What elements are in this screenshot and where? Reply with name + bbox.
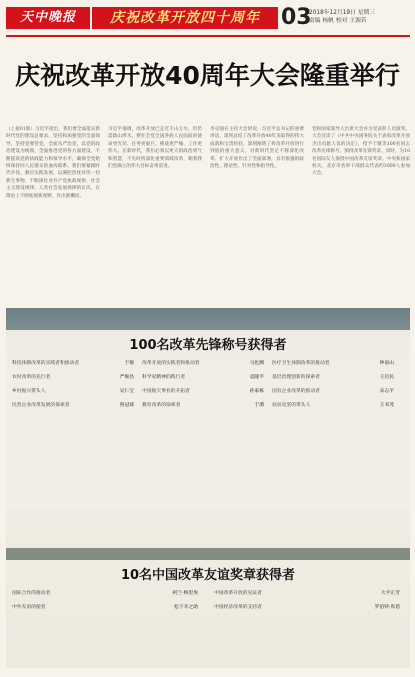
honoree-description: 中外友谊的使者 [12,605,46,610]
honoree-name: 阿兰·梅里埃 [172,591,198,596]
honoree-name: 宋志平 [379,389,394,394]
honoree-description: 农村改革的先行者 [12,375,51,380]
friendship-medal-board [6,560,410,668]
honoree-entry [272,360,394,367]
honoree-description: 扶贫攻坚的带头人 [272,403,311,408]
honoree-entry [214,604,400,611]
honoree-entry [12,360,134,367]
article-column-4 [312,126,410,306]
honoree-description: 中国航天事业的开拓者 [142,389,190,394]
article-byline: （上接01版） [6,127,36,132]
honoree-entry [12,604,198,611]
page-editors: 责编 杨帆 校对 王源若 [309,18,367,24]
page-date: 2018年12月19日 星期三 [309,10,376,16]
section-banner: 庆祝改革开放四十周年 [92,7,278,29]
article-text: 习近平强调，改革开放已走过千山万水，但仍需跋山涉水，摆在全党全国各族人民面前的使命更光荣、任务更艰巨、挑战更严峻、工作更伟大。在新时代，我们必须以更大的政治勇气和智慧，不失时机深化重要领域改革，朝着我们党确立的伟大目标奋勇前进。 [108,127,202,170]
honoree-entry [272,374,394,381]
newspaper-logo: 天中晚报 [6,7,90,29]
honoree-name: 孙家栋 [249,389,264,394]
honoree-description: 医疗卫生体制改革的推动者 [272,361,330,366]
honoree-name: 王启民 [379,375,394,380]
honoree-entry [142,374,264,381]
honoree-entry [272,388,394,395]
masthead [6,7,410,49]
honoree-name: 钟南山 [379,361,394,366]
honoree-description: 科技体制改革的实践者和推动者 [12,361,80,366]
honoree-entry [142,360,264,367]
reform-pioneers-board [6,330,410,548]
article-text: 李克强在主持大会时说，习近平总书记的重要讲话，深刻总结了改革开放40年来取得的伟大成就和宝贵经验，深刻阐明了将改革开放进行到底的重大意义，对新时代坚定不移深化改革、扩大开放作出了全面部署，具有很强的政治性、理论性、针对性和指导性。 [210,127,304,170]
honoree-description: 国际合作的推动者 [12,591,51,596]
page-headline: 庆祝改革开放40周年大会隆重举行 [15,61,400,90]
article-column-2 [108,126,202,306]
honoree-entry [142,388,264,395]
honoree-description: 中国改革开放的见证者 [214,591,262,596]
honoree-entry [12,374,134,381]
honoree-description: 科学家精神的践行者 [142,375,186,380]
honoree-entry [214,590,400,597]
honoree-name: 吴仁宝 [119,389,134,394]
article-text: 党和国家领导人出席大会并为受表彰人员颁奖。大会宣读了《中共中央国务院关于表彰改革开放杰出贡献人员的决定》，授予于敏等100名同志改革先锋称号，颁授改革先锋奖章。同时，为10名国际友人颁授中国改革友谊奖章。中央和国家机关、北京市各界干部群众代表约3000人参加大会。 [312,127,410,177]
honoree-description: 乡村振兴带头人 [12,389,46,394]
honoree-name: 马化腾 [249,361,264,366]
honoree-entry [12,402,134,409]
honoree-entry [12,590,198,597]
honoree-entry [272,402,394,409]
honoree-name: 松下幸之助 [174,605,198,610]
article-column-3 [210,126,304,306]
honoree-name: 罗伯特·库恩 [374,605,400,610]
honoree-description: 基层治理创新的探索者 [272,375,320,380]
honoree-description: 改革开放的实践者和推动者 [142,361,200,366]
honoree-name: 大平正芳 [380,591,400,596]
honoree-name: 袁隆平 [249,375,264,380]
honoree-name: 王书茂 [379,403,394,408]
honoree-name: 于漪 [254,403,264,408]
honoree-name: 于敏 [124,361,134,366]
honoree-name: 严俊昌 [119,375,134,380]
honoree-description: 国有企业改革的推动者 [272,389,320,394]
page-number: 03 [281,5,312,30]
honoree-description: 中国经济改革的支持者 [214,605,262,610]
article-text: 习近平指出，我们要全面落实新时代党的建设总要求，坚持和加强党的全面领导，坚持党要管党、全面从严治党，以党的政治建设为统领，全面推进党的各方面建设，不断提高党的执政能力和领导水平，确保全党始终保持同人民群众的血肉联系。我们要紧跟时代步伐，顺应实践发展，以满腔热忱对待一切新生事物，不断深化对共产党执政规律、社会主义建设规律、人类社会发展规律的认识，在理论上不断拓展新视野、作出新概括。 [6,127,100,199]
page-meta [309,9,375,25]
article-column-1 [6,126,100,306]
honoree-name: 鲁冠球 [119,403,134,408]
honoree-description: 民营企业改革发展的探索者 [12,403,70,408]
masthead-rule [6,35,410,37]
honoree-description: 教育改革的探索者 [142,403,181,408]
honoree-entry [12,388,134,395]
board-title: 10名中国改革友谊奖章获得者 [120,568,296,583]
board-title: 100名改革先锋称号获得者 [129,338,287,353]
honoree-entry [142,402,264,409]
